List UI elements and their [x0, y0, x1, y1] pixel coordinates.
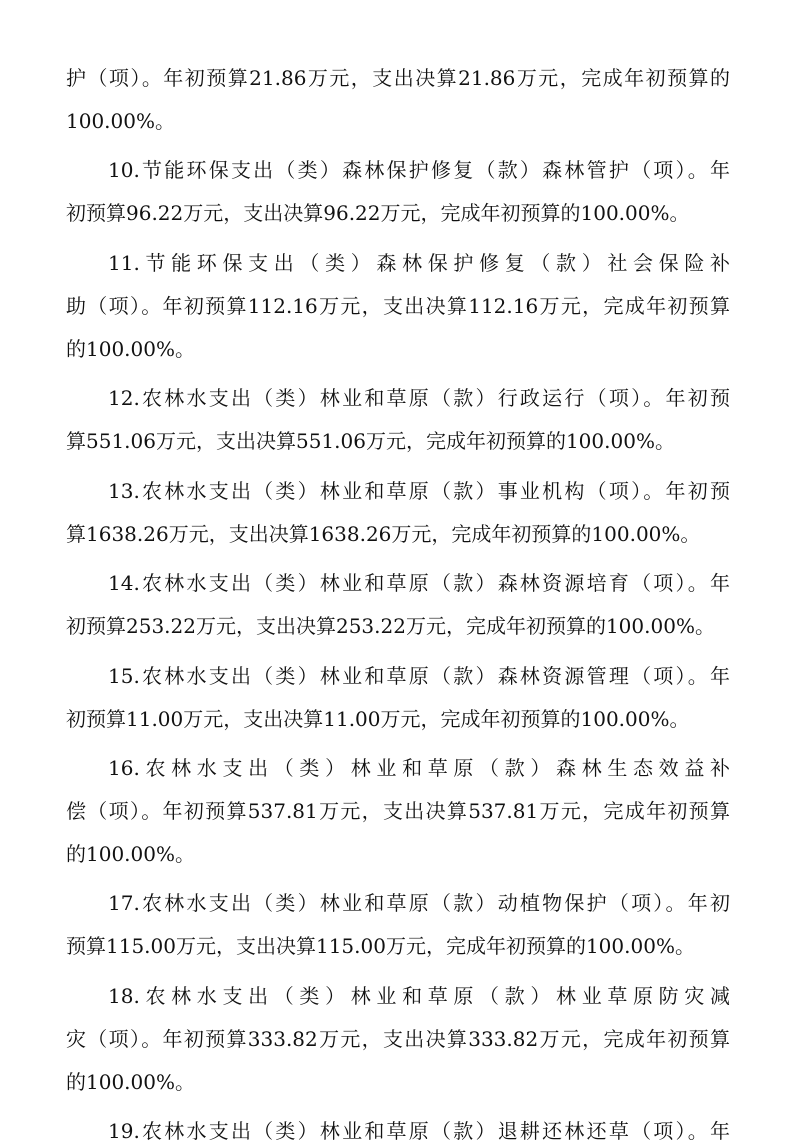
text-line: 16.农林水支出（类）林业和草原（款）森林生态效益补 — [108, 756, 730, 780]
text-line: 11.节能环保支出（类）森林保护修复（款）社会保险补 — [108, 251, 730, 275]
text-line: 的100.00%。 — [66, 1070, 195, 1094]
text-line: 17.农林水支出（类）林业和草原（款）动植物保护（项）。年初 — [108, 891, 730, 915]
text-line: 19.农林水支出（类）林业和草原（款）退耕还林还草（项）。年 — [108, 1119, 730, 1143]
text-line: 护（项）。年初预算21.86万元，支出决算21.86万元，完成年初预算的 — [66, 66, 730, 90]
text-line: 算1638.26万元，支出决算1638.26万元，完成年初预算的100.00%。 — [66, 522, 701, 546]
text-line: 的100.00%。 — [66, 337, 195, 361]
text-line: 13.农林水支出（类）林业和草原（款）事业机构（项）。年初预 — [108, 479, 730, 503]
text-line: 灾（项）。年初预算333.82万元，支出决算333.82万元，完成年初预算 — [66, 1027, 730, 1051]
text-line: 初预算253.22万元，支出决算253.22万元，完成年初预算的100.00%。 — [66, 614, 715, 638]
text-line: 15.农林水支出（类）林业和草原（款）森林资源管理（项）。年 — [108, 664, 730, 688]
text-line: 100.00%。 — [66, 109, 175, 133]
text-line: 14.农林水支出（类）林业和草原（款）森林资源培育（项）。年 — [108, 571, 730, 595]
text-line: 12.农林水支出（类）林业和草原（款）行政运行（项）。年初预 — [108, 386, 730, 410]
text-line: 预算115.00万元，支出决算115.00万元，完成年初预算的100.00%。 — [66, 934, 695, 958]
text-line: 助（项）。年初预算112.16万元，支出决算112.16万元，完成年初预算 — [66, 294, 730, 318]
text-line: 初预算96.22万元，支出决算96.22万元，完成年初预算的100.00%。 — [66, 201, 690, 225]
text-line: 偿（项）。年初预算537.81万元，支出决算537.81万元，完成年初预算 — [66, 799, 730, 823]
text-line: 算551.06万元，支出决算551.06万元，完成年初预算的100.00%。 — [66, 429, 675, 453]
text-line: 初预算11.00万元，支出决算11.00万元，完成年初预算的100.00%。 — [66, 707, 690, 731]
text-line: 10.节能环保支出（类）森林保护修复（款）森林管护（项）。年 — [108, 158, 730, 182]
text-line: 的100.00%。 — [66, 842, 195, 866]
text-line: 18.农林水支出（类）林业和草原（款）林业草原防灾减 — [108, 984, 730, 1008]
